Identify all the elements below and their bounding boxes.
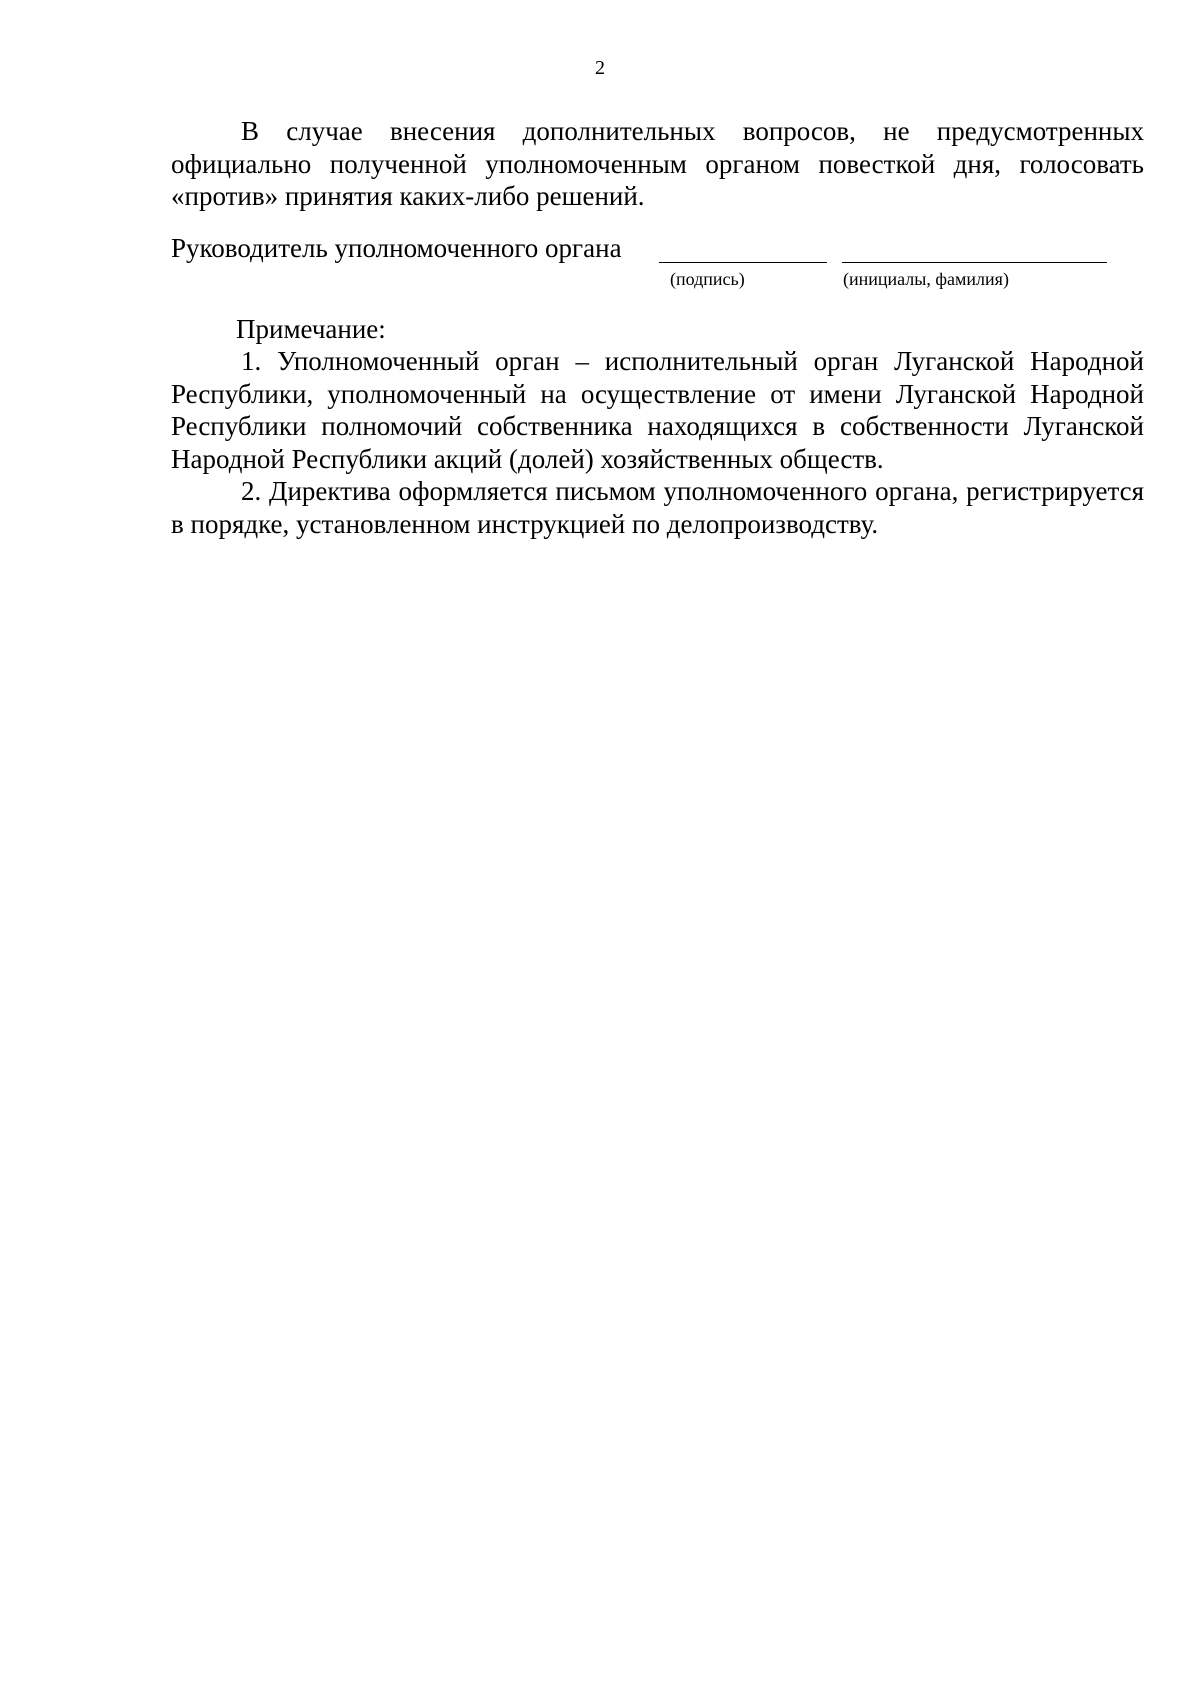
name-caption: (инициалы, фамилия): [843, 268, 1009, 289]
name-line: [842, 262, 1107, 263]
signature-block: [171, 232, 1144, 298]
signature-label: Руководитель уполномоченного органа: [171, 232, 622, 263]
signature-caption: (подпись): [670, 268, 745, 289]
note-item-1: 1. Уполномоченный орган – исполнительный орган Луганской Народной Республики, уполномоченный на осуществление от имени Луганской Народной Республики полномочий собственника находящихся в собственности Луганской Народной Республики акций (долей) хозяйственных обществ.: [171, 346, 1144, 474]
note-item-2: 2. Директива оформляется письмом уполномоченного органа, регистрируется в порядке, установленном инструкцией по делопроизводству.: [171, 476, 1144, 539]
notes-section: [171, 313, 1144, 541]
notes-heading: Примечание:: [236, 313, 386, 344]
page-number: 2: [595, 57, 605, 79]
document-body: [171, 115, 1144, 540]
signature-line: [659, 262, 827, 263]
main-paragraph: В случае внесения дополнительных вопросов, не предусмотренных официально полученной уполномоченным органом повесткой дня, голосовать «против» принятия каких-либо решений.: [171, 116, 1144, 211]
